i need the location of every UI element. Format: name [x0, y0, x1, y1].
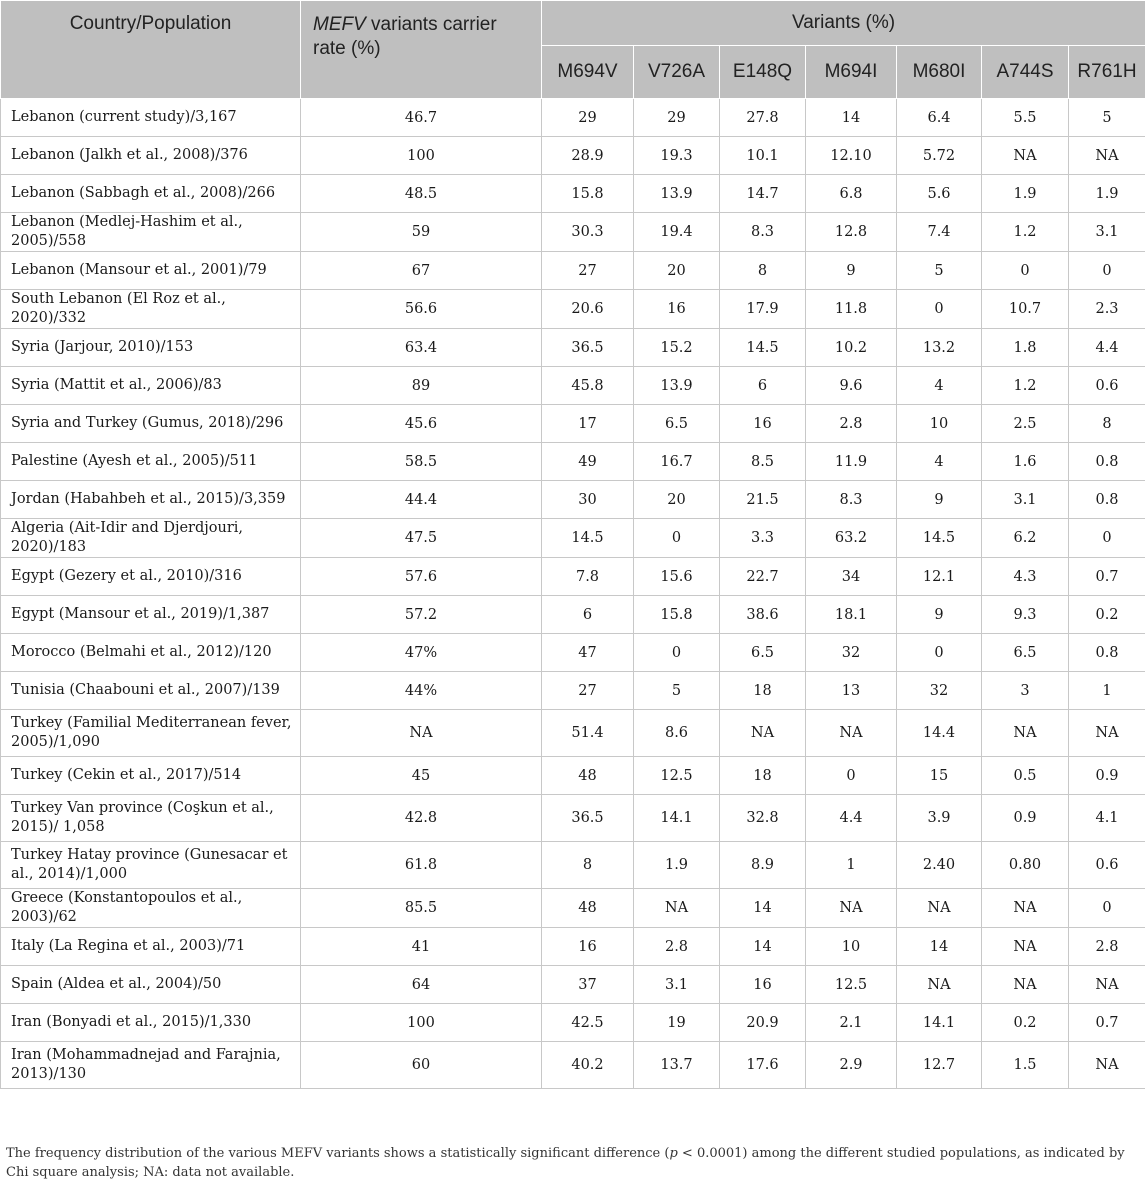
cell-variant-v726a: 5 [634, 672, 720, 710]
cell-country-population: Turkey Hatay province (Gunesacar et al., 2014)/1,000 [1, 842, 301, 889]
cell-variant-m694v: 47 [542, 634, 634, 672]
table-row [1, 710, 1145, 757]
cell-variant-m694v: 20.6 [542, 290, 634, 329]
cell-variant-v726a: 6.5 [634, 405, 720, 443]
table-row [1, 175, 1145, 213]
cell-variant-m680i: 9 [897, 596, 982, 634]
footnote-p: p [669, 1146, 678, 1161]
cell-variant-e148q: 14.5 [720, 329, 806, 367]
table-row [1, 842, 1145, 889]
cell-country-population: South Lebanon (El Roz et al., 2020)/332 [1, 290, 301, 329]
header-variant-m694i: M694I [806, 46, 897, 99]
cell-variant-m680i: 4 [897, 367, 982, 405]
footnote-text-1: The frequency distribution of the various MEFV variants shows a statistically significant difference ( [6, 1146, 670, 1161]
cell-variant-m680i: 7.4 [897, 213, 982, 252]
cell-variant-r761h: 0.2 [1069, 596, 1145, 634]
table-row [1, 252, 1145, 290]
cell-carrier-rate: 48.5 [301, 175, 542, 213]
table-row [1, 928, 1145, 966]
table-row [1, 795, 1145, 842]
cell-variant-e148q: 6 [720, 367, 806, 405]
cell-country-population: Syria (Jarjour, 2010)/153 [1, 329, 301, 367]
cell-carrier-rate: 57.6 [301, 558, 542, 596]
cell-variant-e148q: 8.3 [720, 213, 806, 252]
cell-variant-r761h: NA [1069, 1042, 1145, 1089]
cell-variant-v726a: 12.5 [634, 757, 720, 795]
cell-variant-a744s: 1.8 [982, 329, 1069, 367]
cell-variant-e148q: 18 [720, 757, 806, 795]
cell-variant-m694v: 42.5 [542, 1004, 634, 1042]
cell-variant-m694i: 10.2 [806, 329, 897, 367]
cell-variant-m694i: 10 [806, 928, 897, 966]
cell-variant-e148q: 14 [720, 889, 806, 928]
table-row [1, 634, 1145, 672]
cell-variant-m680i: NA [897, 966, 982, 1004]
cell-variant-a744s: 2.5 [982, 405, 1069, 443]
cell-variant-r761h: 1 [1069, 672, 1145, 710]
cell-variant-v726a: 2.8 [634, 928, 720, 966]
cell-variant-m694v: 27 [542, 672, 634, 710]
cell-variant-m694v: 36.5 [542, 795, 634, 842]
cell-variant-m694v: 48 [542, 757, 634, 795]
cell-country-population: Syria and Turkey (Gumus, 2018)/296 [1, 405, 301, 443]
cell-country-population: Egypt (Mansour et al., 2019)/1,387 [1, 596, 301, 634]
cell-variant-m694v: 15.8 [542, 175, 634, 213]
cell-carrier-rate: 64 [301, 966, 542, 1004]
cell-variant-e148q: 38.6 [720, 596, 806, 634]
cell-variant-m680i: 14.4 [897, 710, 982, 757]
cell-variant-v726a: 0 [634, 634, 720, 672]
cell-variant-a744s: 0.80 [982, 842, 1069, 889]
cell-variant-m694v: 36.5 [542, 329, 634, 367]
cell-variant-m694v: 49 [542, 443, 634, 481]
cell-variant-r761h: 2.3 [1069, 290, 1145, 329]
header-variant-v726a: V726A [634, 46, 720, 99]
cell-carrier-rate: 45 [301, 757, 542, 795]
cell-variant-e148q: 20.9 [720, 1004, 806, 1042]
cell-variant-m680i: 12.7 [897, 1042, 982, 1089]
cell-variant-r761h: 1.9 [1069, 175, 1145, 213]
cell-variant-e148q: 32.8 [720, 795, 806, 842]
table-row [1, 290, 1145, 329]
cell-variant-e148q: 18 [720, 672, 806, 710]
cell-variant-r761h: 0.8 [1069, 481, 1145, 519]
cell-variant-a744s: 3 [982, 672, 1069, 710]
cell-variant-e148q: 21.5 [720, 481, 806, 519]
header-country-population: Country/Population [1, 1, 301, 99]
cell-variant-a744s: 0.9 [982, 795, 1069, 842]
table-header [1, 1, 1145, 99]
cell-variant-m694v: 30 [542, 481, 634, 519]
cell-variant-m694i: 9.6 [806, 367, 897, 405]
cell-variant-v726a: 16 [634, 290, 720, 329]
cell-variant-m694i: 2.8 [806, 405, 897, 443]
cell-variant-a744s: 10.7 [982, 290, 1069, 329]
header-variant-r761h: R761H [1069, 46, 1145, 99]
cell-carrier-rate: 44.4 [301, 481, 542, 519]
header-variant-a744s: A744S [982, 46, 1069, 99]
cell-variant-v726a: 0 [634, 519, 720, 558]
cell-variant-v726a: 15.2 [634, 329, 720, 367]
cell-carrier-rate: 89 [301, 367, 542, 405]
cell-variant-m694v: 29 [542, 99, 634, 137]
cell-variant-a744s: 3.1 [982, 481, 1069, 519]
cell-variant-m694v: 48 [542, 889, 634, 928]
cell-variant-v726a: 16.7 [634, 443, 720, 481]
cell-variant-v726a: 19.4 [634, 213, 720, 252]
cell-country-population: Italy (La Regina et al., 2003)/71 [1, 928, 301, 966]
cell-variant-a744s: 1.2 [982, 367, 1069, 405]
cell-variant-m694i: 8.3 [806, 481, 897, 519]
cell-variant-m680i: 12.1 [897, 558, 982, 596]
cell-country-population: Lebanon (Jalkh et al., 2008)/376 [1, 137, 301, 175]
cell-carrier-rate: 100 [301, 137, 542, 175]
cell-variant-v726a: 19.3 [634, 137, 720, 175]
cell-variant-a744s: 4.3 [982, 558, 1069, 596]
cell-carrier-rate: 63.4 [301, 329, 542, 367]
cell-variant-m680i: 5 [897, 252, 982, 290]
cell-variant-m694i: NA [806, 710, 897, 757]
cell-variant-m694v: 16 [542, 928, 634, 966]
cell-variant-v726a: 29 [634, 99, 720, 137]
cell-variant-a744s: 1.5 [982, 1042, 1069, 1089]
cell-variant-a744s: 1.6 [982, 443, 1069, 481]
cell-carrier-rate: 58.5 [301, 443, 542, 481]
cell-variant-m694v: 30.3 [542, 213, 634, 252]
cell-variant-e148q: 8.5 [720, 443, 806, 481]
cell-carrier-rate: 47% [301, 634, 542, 672]
cell-variant-m694v: 17 [542, 405, 634, 443]
cell-variant-m694i: 32 [806, 634, 897, 672]
header-variant-m680i: M680I [897, 46, 982, 99]
cell-country-population: Iran (Bonyadi et al., 2015)/1,330 [1, 1004, 301, 1042]
cell-variant-v726a: 19 [634, 1004, 720, 1042]
table-row [1, 405, 1145, 443]
cell-variant-r761h: NA [1069, 966, 1145, 1004]
cell-carrier-rate: 46.7 [301, 99, 542, 137]
cell-variant-m694v: 45.8 [542, 367, 634, 405]
cell-variant-m680i: 14 [897, 928, 982, 966]
cell-variant-m694i: 4.4 [806, 795, 897, 842]
cell-variant-e148q: 16 [720, 405, 806, 443]
cell-variant-m680i: 5.72 [897, 137, 982, 175]
cell-variant-m680i: 0 [897, 290, 982, 329]
table-row [1, 213, 1145, 252]
table-row [1, 966, 1145, 1004]
cell-variant-r761h: 0 [1069, 252, 1145, 290]
table-body [1, 99, 1145, 1089]
cell-variant-r761h: NA [1069, 710, 1145, 757]
cell-country-population: Turkey (Cekin et al., 2017)/514 [1, 757, 301, 795]
cell-variant-m694v: 51.4 [542, 710, 634, 757]
cell-carrier-rate: 61.8 [301, 842, 542, 889]
cell-variant-v726a: 13.9 [634, 175, 720, 213]
cell-variant-e148q: 17.6 [720, 1042, 806, 1089]
cell-variant-e148q: NA [720, 710, 806, 757]
cell-variant-m694i: NA [806, 889, 897, 928]
cell-variant-v726a: 3.1 [634, 966, 720, 1004]
cell-variant-a744s: NA [982, 710, 1069, 757]
cell-carrier-rate: 44% [301, 672, 542, 710]
cell-variant-r761h: 0.8 [1069, 634, 1145, 672]
cell-variant-m694i: 14 [806, 99, 897, 137]
cell-country-population: Spain (Aldea et al., 2004)/50 [1, 966, 301, 1004]
cell-variant-a744s: 6.5 [982, 634, 1069, 672]
cell-variant-m680i: 2.40 [897, 842, 982, 889]
cell-variant-a744s: 1.2 [982, 213, 1069, 252]
footnote-text-2: < 0.0001) among the different studied populations, as indicated by Chi square analysis; NA: data not available. [6, 1146, 1125, 1180]
cell-variant-a744s: NA [982, 137, 1069, 175]
cell-carrier-rate: 60 [301, 1042, 542, 1089]
table-row [1, 329, 1145, 367]
cell-country-population: Syria (Mattit et al., 2006)/83 [1, 367, 301, 405]
cell-variant-m694v: 14.5 [542, 519, 634, 558]
table-row [1, 757, 1145, 795]
cell-variant-r761h: 0.7 [1069, 1004, 1145, 1042]
header-carrier-label: variants carrier rate (%) [313, 14, 497, 59]
cell-variant-r761h: 4.4 [1069, 329, 1145, 367]
cell-country-population: Greece (Konstantopoulos et al., 2003)/62 [1, 889, 301, 928]
header-carrier-rate [301, 1, 542, 99]
cell-carrier-rate: 85.5 [301, 889, 542, 928]
cell-variant-e148q: 8 [720, 252, 806, 290]
cell-variant-v726a: NA [634, 889, 720, 928]
header-carrier-gene: MEFV [313, 14, 366, 35]
cell-variant-m694v: 37 [542, 966, 634, 1004]
cell-variant-m694i: 9 [806, 252, 897, 290]
cell-variant-m680i: 6.4 [897, 99, 982, 137]
cell-variant-r761h: 0.7 [1069, 558, 1145, 596]
cell-variant-m680i: 14.5 [897, 519, 982, 558]
cell-variant-m680i: 4 [897, 443, 982, 481]
cell-variant-m680i: 32 [897, 672, 982, 710]
header-variant-e148q: E148Q [720, 46, 806, 99]
header-variant-m694v: M694V [542, 46, 634, 99]
header-variants-group: Variants (%) [542, 1, 1145, 46]
cell-variant-r761h: 0.8 [1069, 443, 1145, 481]
cell-carrier-rate: 42.8 [301, 795, 542, 842]
table-row [1, 443, 1145, 481]
cell-variant-m694i: 63.2 [806, 519, 897, 558]
cell-variant-a744s: 1.9 [982, 175, 1069, 213]
cell-carrier-rate: 59 [301, 213, 542, 252]
cell-country-population: Algeria (Ait-Idir and Djerdjouri, 2020)/183 [1, 519, 301, 558]
cell-variant-r761h: 0 [1069, 519, 1145, 558]
cell-carrier-rate: 41 [301, 928, 542, 966]
cell-country-population: Lebanon (Medlej-Hashim et al., 2005)/558 [1, 213, 301, 252]
cell-variant-m694i: 2.9 [806, 1042, 897, 1089]
cell-variant-m694i: 2.1 [806, 1004, 897, 1042]
cell-variant-e148q: 14 [720, 928, 806, 966]
cell-carrier-rate: 67 [301, 252, 542, 290]
cell-variant-e148q: 6.5 [720, 634, 806, 672]
cell-carrier-rate: 56.6 [301, 290, 542, 329]
cell-variant-m694i: 11.8 [806, 290, 897, 329]
cell-variant-e148q: 10.1 [720, 137, 806, 175]
table-row [1, 672, 1145, 710]
table-row [1, 596, 1145, 634]
cell-variant-a744s: NA [982, 928, 1069, 966]
cell-country-population: Jordan (Habahbeh et al., 2015)/3,359 [1, 481, 301, 519]
cell-country-population: Lebanon (Mansour et al., 2001)/79 [1, 252, 301, 290]
cell-carrier-rate: NA [301, 710, 542, 757]
cell-variant-m694v: 6 [542, 596, 634, 634]
cell-variant-m694i: 12.5 [806, 966, 897, 1004]
table-row [1, 99, 1145, 137]
cell-variant-r761h: 2.8 [1069, 928, 1145, 966]
table-footnote [6, 1144, 1136, 1182]
cell-variant-m694i: 34 [806, 558, 897, 596]
cell-variant-m694i: 12.10 [806, 137, 897, 175]
cell-variant-a744s: 0 [982, 252, 1069, 290]
cell-variant-r761h: 5 [1069, 99, 1145, 137]
cell-carrier-rate: 100 [301, 1004, 542, 1042]
cell-country-population: Tunisia (Chaabouni et al., 2007)/139 [1, 672, 301, 710]
cell-variant-v726a: 1.9 [634, 842, 720, 889]
table-row [1, 481, 1145, 519]
cell-variant-m680i: 13.2 [897, 329, 982, 367]
cell-variant-r761h: 0.9 [1069, 757, 1145, 795]
cell-variant-m694i: 11.9 [806, 443, 897, 481]
cell-variant-v726a: 14.1 [634, 795, 720, 842]
cell-variant-r761h: 3.1 [1069, 213, 1145, 252]
cell-variant-m680i: 3.9 [897, 795, 982, 842]
cell-variant-e148q: 27.8 [720, 99, 806, 137]
cell-variant-m680i: 14.1 [897, 1004, 982, 1042]
cell-country-population: Morocco (Belmahi et al., 2012)/120 [1, 634, 301, 672]
cell-country-population: Egypt (Gezery et al., 2010)/316 [1, 558, 301, 596]
cell-carrier-rate: 47.5 [301, 519, 542, 558]
cell-variant-m694i: 1 [806, 842, 897, 889]
cell-variant-e148q: 22.7 [720, 558, 806, 596]
cell-country-population: Turkey (Familial Mediterranean fever, 2005)/1,090 [1, 710, 301, 757]
cell-variant-m694i: 18.1 [806, 596, 897, 634]
cell-variant-r761h: NA [1069, 137, 1145, 175]
table-row [1, 519, 1145, 558]
cell-variant-a744s: 5.5 [982, 99, 1069, 137]
cell-variant-m694v: 28.9 [542, 137, 634, 175]
cell-variant-v726a: 13.9 [634, 367, 720, 405]
cell-variant-a744s: 9.3 [982, 596, 1069, 634]
cell-variant-r761h: 4.1 [1069, 795, 1145, 842]
cell-variant-m680i: NA [897, 889, 982, 928]
cell-country-population: Turkey Van province (Coşkun et al., 2015)/ 1,058 [1, 795, 301, 842]
cell-variant-m680i: 9 [897, 481, 982, 519]
cell-variant-m680i: 0 [897, 634, 982, 672]
cell-variant-m694i: 6.8 [806, 175, 897, 213]
cell-variant-e148q: 17.9 [720, 290, 806, 329]
table-row [1, 137, 1145, 175]
cell-variant-m680i: 10 [897, 405, 982, 443]
cell-variant-v726a: 15.8 [634, 596, 720, 634]
cell-variant-m680i: 5.6 [897, 175, 982, 213]
cell-country-population: Lebanon (current study)/3,167 [1, 99, 301, 137]
cell-variant-r761h: 0.6 [1069, 367, 1145, 405]
cell-variant-m680i: 15 [897, 757, 982, 795]
cell-variant-a744s: 6.2 [982, 519, 1069, 558]
table-row [1, 1004, 1145, 1042]
cell-variant-r761h: 0 [1069, 889, 1145, 928]
cell-variant-m694v: 40.2 [542, 1042, 634, 1089]
cell-carrier-rate: 57.2 [301, 596, 542, 634]
cell-variant-e148q: 3.3 [720, 519, 806, 558]
table-row [1, 1042, 1145, 1089]
table-row [1, 367, 1145, 405]
cell-variant-e148q: 14.7 [720, 175, 806, 213]
cell-variant-m694v: 8 [542, 842, 634, 889]
cell-variant-m694i: 13 [806, 672, 897, 710]
cell-variant-m694v: 27 [542, 252, 634, 290]
cell-variant-a744s: 0.2 [982, 1004, 1069, 1042]
cell-variant-v726a: 13.7 [634, 1042, 720, 1089]
cell-variant-m694v: 7.8 [542, 558, 634, 596]
cell-variant-e148q: 16 [720, 966, 806, 1004]
cell-variant-m694i: 0 [806, 757, 897, 795]
cell-carrier-rate: 45.6 [301, 405, 542, 443]
cell-variant-r761h: 0.6 [1069, 842, 1145, 889]
cell-variant-a744s: NA [982, 889, 1069, 928]
cell-variant-v726a: 15.6 [634, 558, 720, 596]
cell-variant-a744s: NA [982, 966, 1069, 1004]
cell-country-population: Iran (Mohammadnejad and Farajnia, 2013)/130 [1, 1042, 301, 1089]
table-row [1, 889, 1145, 928]
cell-variant-a744s: 0.5 [982, 757, 1069, 795]
cell-variant-r761h: 8 [1069, 405, 1145, 443]
cell-variant-e148q: 8.9 [720, 842, 806, 889]
cell-variant-v726a: 20 [634, 481, 720, 519]
cell-variant-v726a: 20 [634, 252, 720, 290]
table-row [1, 558, 1145, 596]
cell-variant-m694i: 12.8 [806, 213, 897, 252]
cell-country-population: Lebanon (Sabbagh et al., 2008)/266 [1, 175, 301, 213]
cell-country-population: Palestine (Ayesh et al., 2005)/511 [1, 443, 301, 481]
cell-variant-v726a: 8.6 [634, 710, 720, 757]
